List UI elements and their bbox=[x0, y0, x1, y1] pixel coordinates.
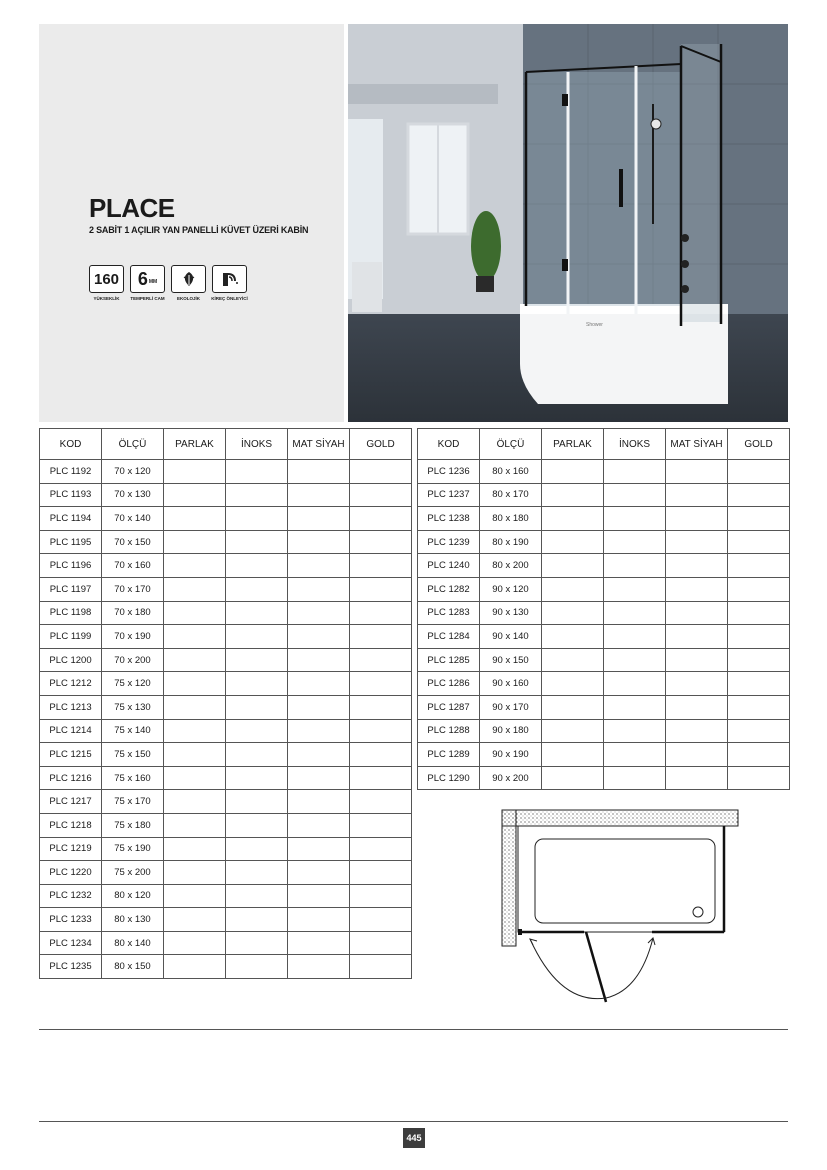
table-row bbox=[418, 672, 790, 696]
cell-mat-siyah bbox=[288, 813, 350, 837]
table-row bbox=[40, 955, 412, 979]
col-gold: GOLD bbox=[350, 429, 412, 460]
cell-size: 70 x 190 bbox=[102, 625, 164, 649]
cell-inoks bbox=[604, 719, 666, 743]
cell-size: 80 x 180 bbox=[480, 507, 542, 531]
divider-bottom bbox=[39, 1121, 788, 1122]
cell-mat-siyah bbox=[288, 554, 350, 578]
table-row bbox=[40, 625, 412, 649]
table-row bbox=[40, 908, 412, 932]
cell-gold bbox=[350, 507, 412, 531]
badge-glass-value: 6 bbox=[137, 268, 148, 289]
cell-mat-siyah bbox=[288, 695, 350, 719]
cell-size: 75 x 190 bbox=[102, 837, 164, 861]
cell-parlak bbox=[164, 766, 226, 790]
cell-code: PLC 1284 bbox=[418, 625, 480, 649]
cell-parlak bbox=[164, 813, 226, 837]
cell-parlak bbox=[542, 695, 604, 719]
table-row bbox=[418, 625, 790, 649]
table-row bbox=[418, 483, 790, 507]
cell-gold bbox=[350, 460, 412, 484]
table-row bbox=[418, 507, 790, 531]
cell-gold bbox=[350, 955, 412, 979]
cell-gold bbox=[728, 530, 790, 554]
badge-glass bbox=[130, 265, 165, 304]
cell-mat-siyah bbox=[288, 837, 350, 861]
height-icon bbox=[89, 265, 124, 293]
cell-mat-siyah bbox=[666, 648, 728, 672]
cell-size: 70 x 140 bbox=[102, 507, 164, 531]
product-title: PLACE bbox=[89, 193, 175, 223]
badge-glass-unit: MM bbox=[148, 279, 158, 285]
cell-gold bbox=[350, 625, 412, 649]
tub-brand-logo: Shower bbox=[586, 322, 603, 328]
cell-size: 80 x 170 bbox=[480, 483, 542, 507]
cell-mat-siyah bbox=[666, 554, 728, 578]
cell-parlak bbox=[164, 648, 226, 672]
col-olcu: ÖLÇÜ bbox=[102, 429, 164, 460]
cell-mat-siyah bbox=[666, 672, 728, 696]
cell-mat-siyah bbox=[666, 695, 728, 719]
cell-code: PLC 1216 bbox=[40, 766, 102, 790]
cell-code: PLC 1194 bbox=[40, 507, 102, 531]
cell-mat-siyah bbox=[288, 743, 350, 767]
cell-inoks bbox=[226, 908, 288, 932]
cell-code: PLC 1288 bbox=[418, 719, 480, 743]
cell-parlak bbox=[164, 625, 226, 649]
cell-mat-siyah bbox=[666, 601, 728, 625]
cell-size: 75 x 130 bbox=[102, 695, 164, 719]
cell-mat-siyah bbox=[288, 931, 350, 955]
cell-size: 80 x 190 bbox=[480, 530, 542, 554]
cell-code: PLC 1289 bbox=[418, 743, 480, 767]
glass-thickness-icon bbox=[130, 265, 165, 293]
cell-size: 90 x 170 bbox=[480, 695, 542, 719]
cell-mat-siyah bbox=[288, 908, 350, 932]
cell-code: PLC 1214 bbox=[40, 719, 102, 743]
cell-code: PLC 1285 bbox=[418, 648, 480, 672]
table-row bbox=[418, 530, 790, 554]
cell-gold bbox=[728, 577, 790, 601]
cell-code: PLC 1240 bbox=[418, 554, 480, 578]
table-row bbox=[40, 719, 412, 743]
cell-size: 75 x 150 bbox=[102, 743, 164, 767]
cell-size: 75 x 140 bbox=[102, 719, 164, 743]
cell-inoks bbox=[226, 931, 288, 955]
product-table-left bbox=[39, 428, 412, 979]
cell-gold bbox=[728, 695, 790, 719]
cell-inoks bbox=[226, 790, 288, 814]
cell-inoks bbox=[226, 719, 288, 743]
cell-inoks bbox=[226, 530, 288, 554]
eco-leaf-icon bbox=[171, 265, 206, 293]
table-row bbox=[418, 719, 790, 743]
cell-size: 70 x 170 bbox=[102, 577, 164, 601]
table-row bbox=[40, 790, 412, 814]
cell-mat-siyah bbox=[288, 530, 350, 554]
cell-code: PLC 1235 bbox=[40, 955, 102, 979]
cell-inoks bbox=[604, 554, 666, 578]
table-row bbox=[418, 766, 790, 790]
col-gold: GOLD bbox=[728, 429, 790, 460]
cell-code: PLC 1219 bbox=[40, 837, 102, 861]
cell-inoks bbox=[226, 577, 288, 601]
cell-parlak bbox=[164, 790, 226, 814]
col-mat-siyah: MAT SİYAH bbox=[666, 429, 728, 460]
cell-inoks bbox=[604, 460, 666, 484]
cell-size: 90 x 180 bbox=[480, 719, 542, 743]
cell-size: 70 x 160 bbox=[102, 554, 164, 578]
cell-parlak bbox=[164, 577, 226, 601]
cell-size: 80 x 150 bbox=[102, 955, 164, 979]
cell-gold bbox=[350, 884, 412, 908]
cell-parlak bbox=[164, 460, 226, 484]
cell-code: PLC 1195 bbox=[40, 530, 102, 554]
badge-glass-label: TEMPERLİ CAM bbox=[130, 296, 165, 301]
product-table-right bbox=[417, 428, 790, 790]
cell-inoks bbox=[604, 625, 666, 649]
table-row bbox=[40, 672, 412, 696]
cell-gold bbox=[350, 695, 412, 719]
cell-parlak bbox=[164, 554, 226, 578]
cell-code: PLC 1236 bbox=[418, 460, 480, 484]
cell-gold bbox=[350, 931, 412, 955]
cell-size: 70 x 150 bbox=[102, 530, 164, 554]
cell-inoks bbox=[604, 695, 666, 719]
cell-mat-siyah bbox=[288, 507, 350, 531]
cell-gold bbox=[350, 837, 412, 861]
cell-gold bbox=[728, 460, 790, 484]
cell-inoks bbox=[604, 483, 666, 507]
cell-gold bbox=[350, 577, 412, 601]
cell-parlak bbox=[542, 625, 604, 649]
cell-size: 75 x 180 bbox=[102, 813, 164, 837]
cell-parlak bbox=[164, 908, 226, 932]
cell-size: 75 x 200 bbox=[102, 861, 164, 885]
cell-parlak bbox=[164, 530, 226, 554]
cell-inoks bbox=[604, 766, 666, 790]
cell-code: PLC 1198 bbox=[40, 601, 102, 625]
cell-size: 70 x 120 bbox=[102, 460, 164, 484]
badge-height-label: YÜKSEKLİK bbox=[93, 296, 120, 301]
cell-mat-siyah bbox=[666, 483, 728, 507]
cell-inoks bbox=[226, 695, 288, 719]
cell-inoks bbox=[226, 672, 288, 696]
col-kod: KOD bbox=[40, 429, 102, 460]
cell-code: PLC 1286 bbox=[418, 672, 480, 696]
col-inoks: İNOKS bbox=[604, 429, 666, 460]
cell-mat-siyah bbox=[288, 766, 350, 790]
cell-code: PLC 1197 bbox=[40, 577, 102, 601]
cell-parlak bbox=[164, 955, 226, 979]
cell-gold bbox=[350, 719, 412, 743]
cell-mat-siyah bbox=[666, 507, 728, 531]
table-row bbox=[418, 695, 790, 719]
cell-mat-siyah bbox=[288, 790, 350, 814]
cell-parlak bbox=[164, 719, 226, 743]
cell-mat-siyah bbox=[666, 766, 728, 790]
cell-size: 90 x 200 bbox=[480, 766, 542, 790]
cell-parlak bbox=[542, 507, 604, 531]
cell-gold bbox=[350, 790, 412, 814]
cell-mat-siyah bbox=[288, 861, 350, 885]
cell-code: PLC 1220 bbox=[40, 861, 102, 885]
cell-inoks bbox=[226, 460, 288, 484]
cell-code: PLC 1213 bbox=[40, 695, 102, 719]
cell-gold bbox=[728, 625, 790, 649]
cell-mat-siyah bbox=[288, 601, 350, 625]
cell-inoks bbox=[226, 554, 288, 578]
cell-gold bbox=[350, 483, 412, 507]
cell-inoks bbox=[604, 743, 666, 767]
col-olcu: ÖLÇÜ bbox=[480, 429, 542, 460]
cell-gold bbox=[728, 483, 790, 507]
table-row bbox=[40, 460, 412, 484]
cell-inoks bbox=[226, 884, 288, 908]
badge-height-value: 160 bbox=[93, 270, 120, 288]
cell-size: 75 x 170 bbox=[102, 790, 164, 814]
product-subtitle: 2 SABİT 1 AÇILIR YAN PANELLİ KÜVET ÜZERİ KABİN bbox=[89, 225, 309, 235]
cell-gold bbox=[350, 530, 412, 554]
cell-code: PLC 1196 bbox=[40, 554, 102, 578]
cell-mat-siyah bbox=[288, 483, 350, 507]
cell-parlak bbox=[164, 483, 226, 507]
cell-parlak bbox=[542, 577, 604, 601]
table-row bbox=[40, 931, 412, 955]
cell-inoks bbox=[226, 837, 288, 861]
cell-mat-siyah bbox=[288, 672, 350, 696]
cell-size: 80 x 200 bbox=[480, 554, 542, 578]
badge-height bbox=[89, 265, 124, 304]
table-row bbox=[40, 884, 412, 908]
cell-code: PLC 1199 bbox=[40, 625, 102, 649]
cell-gold bbox=[728, 554, 790, 578]
cell-code: PLC 1282 bbox=[418, 577, 480, 601]
cell-code: PLC 1212 bbox=[40, 672, 102, 696]
badge-antilime-label: KİREÇ ÖNLEYİCİ bbox=[211, 296, 248, 301]
cell-parlak bbox=[542, 483, 604, 507]
cell-gold bbox=[350, 648, 412, 672]
cell-parlak bbox=[542, 743, 604, 767]
cell-parlak bbox=[164, 507, 226, 531]
cell-parlak bbox=[164, 743, 226, 767]
cell-size: 90 x 160 bbox=[480, 672, 542, 696]
page-number: 445 bbox=[403, 1128, 425, 1148]
cell-code: PLC 1290 bbox=[418, 766, 480, 790]
cell-gold bbox=[728, 601, 790, 625]
cell-size: 80 x 160 bbox=[480, 460, 542, 484]
cell-size: 70 x 130 bbox=[102, 483, 164, 507]
table-row bbox=[40, 554, 412, 578]
table-row bbox=[40, 695, 412, 719]
col-parlak: PARLAK bbox=[542, 429, 604, 460]
cell-size: 90 x 190 bbox=[480, 743, 542, 767]
table-row bbox=[40, 530, 412, 554]
col-parlak: PARLAK bbox=[164, 429, 226, 460]
cell-parlak bbox=[164, 861, 226, 885]
cell-mat-siyah bbox=[666, 719, 728, 743]
cell-code: PLC 1218 bbox=[40, 813, 102, 837]
badge-eco bbox=[171, 265, 206, 304]
col-inoks: İNOKS bbox=[226, 429, 288, 460]
cell-parlak bbox=[164, 837, 226, 861]
cell-gold bbox=[350, 861, 412, 885]
cell-gold bbox=[350, 601, 412, 625]
cell-parlak bbox=[164, 695, 226, 719]
cell-gold bbox=[350, 813, 412, 837]
table-header-row bbox=[418, 429, 790, 460]
cell-inoks bbox=[226, 625, 288, 649]
cell-mat-siyah bbox=[288, 460, 350, 484]
cell-code: PLC 1283 bbox=[418, 601, 480, 625]
table-row bbox=[418, 460, 790, 484]
col-mat-siyah: MAT SİYAH bbox=[288, 429, 350, 460]
cell-size: 70 x 180 bbox=[102, 601, 164, 625]
cell-parlak bbox=[542, 648, 604, 672]
cell-size: 90 x 130 bbox=[480, 601, 542, 625]
cell-gold bbox=[350, 743, 412, 767]
table-row bbox=[40, 837, 412, 861]
table-header-row bbox=[40, 429, 412, 460]
table-row bbox=[40, 743, 412, 767]
cell-mat-siyah bbox=[288, 648, 350, 672]
cell-code: PLC 1232 bbox=[40, 884, 102, 908]
cell-parlak bbox=[542, 554, 604, 578]
cell-inoks bbox=[226, 766, 288, 790]
cell-parlak bbox=[164, 672, 226, 696]
cell-size: 90 x 140 bbox=[480, 625, 542, 649]
cell-inoks bbox=[226, 955, 288, 979]
cell-size: 75 x 120 bbox=[102, 672, 164, 696]
cell-gold bbox=[350, 766, 412, 790]
cell-gold bbox=[350, 554, 412, 578]
cell-inoks bbox=[226, 507, 288, 531]
cell-parlak bbox=[164, 601, 226, 625]
table-row bbox=[40, 601, 412, 625]
cell-mat-siyah bbox=[666, 577, 728, 601]
badge-antilime bbox=[212, 265, 247, 304]
cell-inoks bbox=[226, 601, 288, 625]
cell-inoks bbox=[226, 483, 288, 507]
cell-mat-siyah bbox=[666, 460, 728, 484]
table-row bbox=[418, 601, 790, 625]
col-kod: KOD bbox=[418, 429, 480, 460]
cell-mat-siyah bbox=[666, 530, 728, 554]
cell-size: 80 x 120 bbox=[102, 884, 164, 908]
cell-gold bbox=[728, 743, 790, 767]
cell-parlak bbox=[164, 931, 226, 955]
cell-inoks bbox=[604, 648, 666, 672]
cell-mat-siyah bbox=[288, 955, 350, 979]
cell-size: 90 x 120 bbox=[480, 577, 542, 601]
cell-gold bbox=[728, 672, 790, 696]
cell-mat-siyah bbox=[288, 577, 350, 601]
cell-code: PLC 1237 bbox=[418, 483, 480, 507]
table-row bbox=[418, 743, 790, 767]
cell-inoks bbox=[226, 861, 288, 885]
table-row bbox=[418, 554, 790, 578]
cell-gold bbox=[728, 507, 790, 531]
cell-mat-siyah bbox=[666, 625, 728, 649]
cell-code: PLC 1239 bbox=[418, 530, 480, 554]
cell-size: 90 x 150 bbox=[480, 648, 542, 672]
feature-badges bbox=[89, 265, 247, 304]
table-row bbox=[40, 648, 412, 672]
cell-inoks bbox=[604, 577, 666, 601]
anti-lime-icon bbox=[212, 265, 247, 293]
cell-mat-siyah bbox=[288, 625, 350, 649]
cell-inoks bbox=[604, 601, 666, 625]
cell-inoks bbox=[226, 813, 288, 837]
cell-code: PLC 1215 bbox=[40, 743, 102, 767]
cell-size: 80 x 140 bbox=[102, 931, 164, 955]
cell-code: PLC 1193 bbox=[40, 483, 102, 507]
product-photo bbox=[348, 24, 788, 422]
cell-code: PLC 1238 bbox=[418, 507, 480, 531]
table-row bbox=[40, 861, 412, 885]
cell-parlak bbox=[164, 884, 226, 908]
cell-parlak bbox=[542, 766, 604, 790]
cell-inoks bbox=[226, 743, 288, 767]
cell-size: 75 x 160 bbox=[102, 766, 164, 790]
table-row bbox=[40, 507, 412, 531]
cell-code: PLC 1233 bbox=[40, 908, 102, 932]
badge-eco-label: EKOLOJİK bbox=[176, 296, 200, 301]
table-row bbox=[40, 483, 412, 507]
cell-parlak bbox=[542, 460, 604, 484]
table-row bbox=[418, 648, 790, 672]
hero-panel bbox=[39, 24, 344, 422]
cell-code: PLC 1287 bbox=[418, 695, 480, 719]
cell-code: PLC 1217 bbox=[40, 790, 102, 814]
cell-inoks bbox=[604, 507, 666, 531]
cell-size: 80 x 130 bbox=[102, 908, 164, 932]
cell-gold bbox=[728, 766, 790, 790]
cell-inoks bbox=[226, 648, 288, 672]
cell-parlak bbox=[542, 530, 604, 554]
cell-size: 70 x 200 bbox=[102, 648, 164, 672]
cell-inoks bbox=[604, 530, 666, 554]
cell-parlak bbox=[542, 672, 604, 696]
cell-mat-siyah bbox=[288, 719, 350, 743]
cell-parlak bbox=[542, 719, 604, 743]
cell-code: PLC 1234 bbox=[40, 931, 102, 955]
table-row bbox=[40, 813, 412, 837]
table-row bbox=[40, 766, 412, 790]
cell-inoks bbox=[604, 672, 666, 696]
cell-code: PLC 1192 bbox=[40, 460, 102, 484]
cell-gold bbox=[350, 908, 412, 932]
divider-top bbox=[39, 1029, 788, 1030]
cell-gold bbox=[728, 648, 790, 672]
cell-mat-siyah bbox=[288, 884, 350, 908]
plan-diagram bbox=[500, 805, 745, 1005]
cell-gold bbox=[350, 672, 412, 696]
cell-code: PLC 1200 bbox=[40, 648, 102, 672]
cell-gold bbox=[728, 719, 790, 743]
cell-mat-siyah bbox=[666, 743, 728, 767]
cell-parlak bbox=[542, 601, 604, 625]
table-row bbox=[418, 577, 790, 601]
table-row bbox=[40, 577, 412, 601]
